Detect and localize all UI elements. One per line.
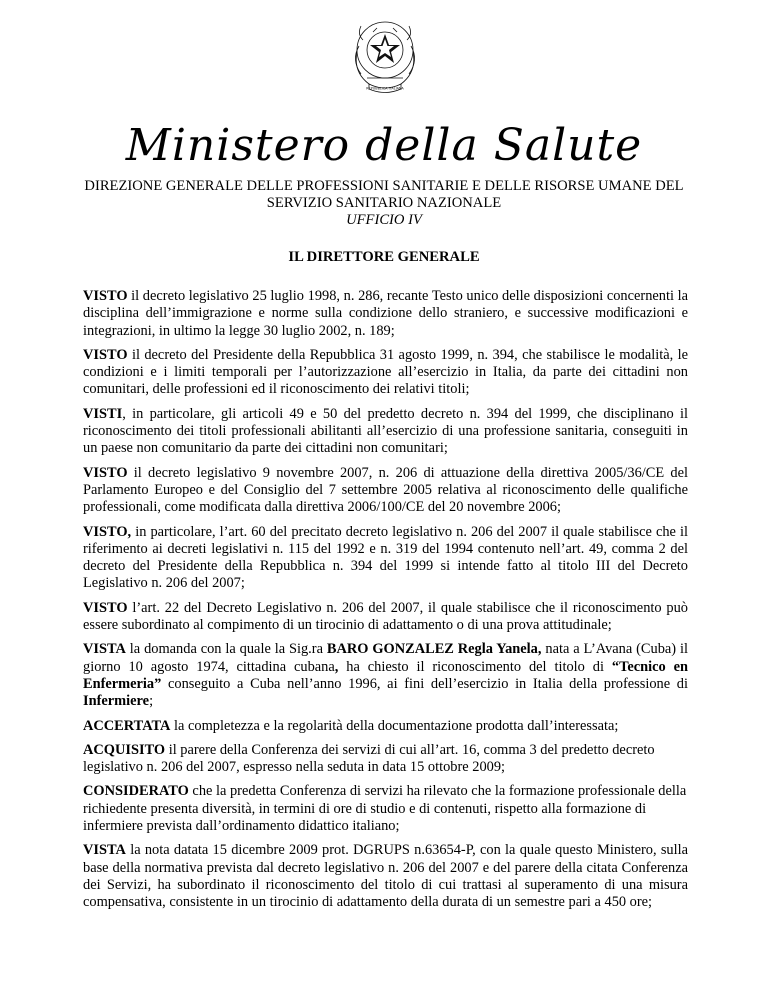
department-heading	[40, 178, 728, 229]
ministry-name: Ministero della Salute	[125, 120, 643, 171]
profession-name: Infermiere	[83, 693, 150, 710]
recital-paragraph	[83, 524, 688, 593]
recital-keyword: VISTI	[83, 405, 123, 422]
recital-paragraph	[83, 718, 688, 735]
recital-paragraph	[83, 842, 688, 911]
recital-text: la nota datata 15 dicembre 2009 prot. DGRUPS n.63654-P, con la quale questo Ministero, sulla base della normativa prevista dal decreto legislativo n. 206 del 2007 e del parere della citata Conferenza dei Servizi, ha subordinato il riconoscimento del titolo di cui trattasi al superamento di una misura compensativa, consistente in un tirocinio di adattamento della durata di un semestre pari a 450 ore;	[83, 842, 688, 911]
recital-keyword: ACCERTATA	[83, 717, 171, 734]
recital-keyword: VISTO	[83, 346, 128, 363]
recital-paragraph	[83, 641, 688, 710]
recital-text: in particolare, l’art. 60 del precitato decreto legislativo n. 206 del 2007 il quale stabilisce che il riferimento ai decreti legislativi n. 115 del 1992 e n. 319 del 1994 contenuto nell’art. 49, comma 2 del decreto del Presidente della Repubblica n. 394 del 1999 si intende fatto al titolo III del Decreto Legislativo n. 206 del 2007;	[83, 523, 688, 592]
bold-comma: ,	[334, 658, 339, 675]
italian-republic-emblem	[347, 12, 423, 96]
office-label: UFFICIO IV	[346, 212, 422, 228]
recital-text: la domanda con la quale la Sig.ra	[125, 641, 327, 658]
director-title: IL DIRETTORE GENERALE	[288, 249, 480, 265]
recital-keyword: VISTO,	[83, 523, 132, 540]
recital-text: il decreto del Presidente della Repubblica 31 agosto 1999, n. 394, che stabilisce le modalità, le condizioni e i limiti temporali per l’autorizzazione all’esercizio in Italia, da parte dei cittadini non comunitari, delle professioni ed il riconoscimento dei relativi titoli;	[83, 346, 688, 398]
recitals	[83, 288, 688, 919]
recital-paragraph	[83, 600, 688, 635]
recital-text: ;	[149, 693, 154, 710]
recital-keyword: VISTO	[83, 288, 128, 304]
recital-keyword: CONSIDERATO	[83, 783, 189, 800]
recital-paragraph	[83, 783, 688, 835]
applicant-name: BARO GONZALEZ Regla Yanela,	[326, 641, 542, 658]
recital-text: conseguito a Cuba nell’anno 1996, ai fini dell’esercizio in Italia della professione di	[161, 675, 688, 692]
recital-text: l’art. 22 del Decreto Legislativo n. 206 del 2007, il quale stabilisce che il riconoscimento può essere subordinato al compimento di un tirocinio di adattamento o di una prova attitudinale;	[83, 599, 688, 634]
recital-paragraph	[83, 288, 688, 340]
qualification-title: “Tecnico en Enfermeria”	[83, 658, 689, 692]
recital-keyword: VISTA	[83, 641, 126, 658]
recital-paragraph	[83, 347, 688, 399]
recital-text: il decreto legislativo 9 novembre 2007, n. 206 di attuazione della direttiva 2005/36/CE del Parlamento Europeo e del Consiglio del 7 settembre 2005 relativa al riconoscimento delle qualifiche professionali, come modificata dalla direttiva 2006/100/CE del 20 novembre 2006;	[83, 464, 688, 516]
recital-text: , in particolare, gli articoli 49 e 50 del predetto decreto n. 394 del 1999, che disciplinano il riconoscimento dei titoli professionali abilitanti all’esercizio di una professione sanitaria, conseguiti in un paese non comunitario da parte dei cittadini non comunitari;	[83, 405, 688, 457]
recital-paragraph	[83, 465, 688, 517]
recital-keyword: VISTO	[83, 464, 128, 481]
department-line-1: DIREZIONE GENERALE DELLE PROFESSIONI SANITARIE E DELLE RISORSE UMANE DEL	[84, 178, 684, 194]
recital-paragraph	[83, 742, 688, 777]
recital-text: il parere della Conferenza dei servizi di cui all’art. 16, comma 3 del predetto decreto legislativo n. 206 del 2007, espresso nella seduta in data 15 ottobre 2009;	[83, 741, 655, 776]
recital-text: il decreto legislativo 25 luglio 1998, n. 286, recante Testo unico delle disposizioni concernenti la disciplina dell’immigrazione e norme sulla condizione dello straniero, e successive modificazioni e integrazioni, in ultimo la legge 30 luglio 2002, n. 189;	[83, 288, 688, 339]
recital-text: ha chiesto il riconoscimento del titolo di	[338, 658, 612, 675]
recital-keyword: VISTA	[83, 842, 126, 859]
recital-keyword: ACQUISITO	[83, 741, 166, 758]
svg-text:REPUBBLICA ITALIANA: REPUBBLICA ITALIANA	[366, 86, 404, 91]
recital-paragraph	[83, 406, 688, 458]
recital-text: la completezza e la regolarità della documentazione prodotta dall’interessata;	[170, 717, 619, 734]
recital-text: nata a L’Avana (Cuba) il giorno 10 agosto 1974, cittadina cubana	[83, 641, 688, 675]
recital-keyword: VISTO	[83, 599, 128, 616]
recital-text: che la predetta Conferenza di servizi ha rilevato che la formazione professionale della richiedente presenta diversità, in termini di ore di studio e di contenuti, rispetto alla formazione di infermiere prevista dall’ordinamento didattico italiano;	[83, 783, 687, 835]
department-line-2: SERVIZIO SANITARIO NAZIONALE	[266, 195, 502, 211]
